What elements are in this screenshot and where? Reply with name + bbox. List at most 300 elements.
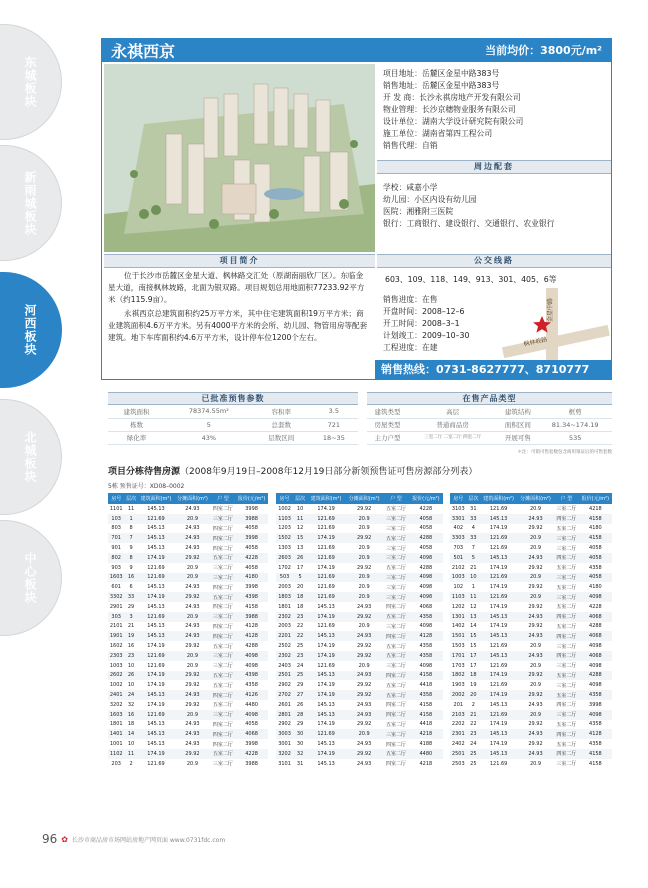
table-cell: 24.93: [356, 701, 372, 708]
table-cell: 2801: [276, 710, 293, 720]
table-cell: 2302: [276, 612, 293, 622]
table-row: [276, 602, 443, 612]
table-cell: 4098: [235, 651, 268, 661]
table-cell: 16: [124, 573, 137, 583]
table-cell: 145.13: [480, 612, 517, 622]
table-cell: 四室二厅: [211, 533, 235, 543]
table-cell: 24.93: [517, 553, 554, 563]
table-cell: 19: [470, 682, 477, 689]
table-cell: 2102: [451, 564, 465, 571]
table-cell: 145.13: [480, 651, 517, 661]
section-sidebar: [0, 0, 70, 888]
table-header-row: [276, 493, 443, 504]
table-cell: 1103: [276, 514, 293, 524]
table-cell: 803: [111, 525, 121, 532]
table-cell: 2302: [276, 651, 293, 661]
table-cell: 20.9: [345, 514, 383, 524]
table-cell: 4158: [245, 603, 258, 610]
table-cell: 17: [296, 564, 304, 571]
table-row: [276, 622, 443, 632]
table-cell: 174.19: [489, 564, 508, 571]
column-header: 层次: [124, 493, 137, 504]
table-cell: 四室二厅: [212, 584, 233, 591]
table-row: [450, 641, 612, 651]
table-cell: 24.93: [174, 690, 210, 700]
table-cell: 4098: [409, 573, 443, 583]
table-row: 绿化率 43% 层数区间 18~35: [108, 431, 358, 444]
table-cell: 32: [293, 749, 307, 759]
table-cell: 四室二厅: [385, 761, 406, 768]
table-cell: 三室二厅: [212, 761, 233, 768]
table-cell: 1003: [109, 662, 123, 669]
table-cell: 五室二厅: [383, 749, 409, 759]
table-row: [450, 592, 612, 602]
table-cell: 1003: [451, 574, 465, 581]
table-row: 建筑面积 78374.55m² 容积率 3.5: [108, 405, 358, 418]
table-cell: 15: [470, 643, 477, 650]
table-cell: 25: [467, 749, 481, 759]
table-row: [108, 612, 268, 622]
table-cell: 20.9: [174, 514, 210, 524]
table-cell: 4158: [579, 533, 612, 543]
table-cell: 174.19: [489, 584, 508, 591]
table-cell: 4098: [589, 643, 602, 650]
table-cell: 25: [296, 643, 304, 650]
table-cell: 303: [108, 612, 124, 622]
table-cell: 121.69: [317, 662, 335, 669]
completion-date: 计划竣工：2009–10–30: [383, 331, 470, 340]
table-cell: 2603: [276, 553, 293, 563]
table-cell: 145.13: [480, 514, 517, 524]
table-cell: 145.13: [480, 553, 517, 563]
table-cell: 14: [124, 729, 137, 739]
table-cell: 21: [127, 623, 135, 630]
table-row: [450, 720, 612, 730]
table-cell: 174.19: [317, 682, 335, 689]
table-row: [450, 749, 612, 759]
table-cell: 174.19: [317, 564, 335, 571]
presale-params: [108, 392, 358, 445]
table-cell: 1702: [278, 564, 291, 571]
table-cell: 4358: [589, 721, 602, 728]
table-row: [108, 641, 268, 651]
table-row: [276, 729, 443, 739]
table-cell: 20.9: [358, 623, 370, 630]
table-cell: 20.9: [358, 662, 370, 669]
table-cell: 20.9: [517, 533, 554, 543]
table-cell: 五室二厅: [385, 643, 406, 650]
table-cell: 4058: [589, 545, 602, 552]
table-cell: 102: [453, 584, 464, 591]
table-cell: 4158: [579, 514, 612, 524]
table-cell: 4: [471, 525, 475, 532]
table-row: [450, 671, 612, 681]
table-cell: 29: [296, 721, 304, 728]
table-row: [450, 543, 612, 553]
table-cell: 28: [293, 710, 307, 720]
table-cell: 8: [129, 525, 133, 532]
table-cell: 4288: [579, 671, 612, 681]
table-cell: 五室二厅: [554, 671, 579, 681]
column-header: 建筑面积(m²): [138, 493, 174, 504]
table-cell: 174.19: [147, 643, 165, 650]
table-cell: 4358: [579, 690, 612, 700]
table-row: 主力户型 三室二厅 二室二厅 四室二厅 开展可售 535: [367, 431, 612, 444]
table-cell: 4098: [419, 662, 433, 669]
table-cell: 26: [296, 701, 304, 708]
table-cell: 1801: [278, 603, 291, 610]
table-cell: 121.69: [138, 710, 174, 720]
table-cell: 20.9: [174, 710, 210, 720]
table-cell: 3303: [451, 535, 465, 542]
table-cell: 4158: [579, 749, 612, 759]
nearby-heading: 周边配套: [377, 160, 611, 174]
tab-zhongxin[interactable]: 中心板块: [0, 520, 62, 636]
table-cell: 3998: [235, 533, 268, 543]
table-cell: 24.93: [174, 729, 210, 739]
table-cell: 三室二厅: [556, 643, 577, 650]
table-cell: 7: [124, 533, 137, 543]
bus-heading: 公交线路: [377, 254, 611, 268]
listing-subtitle: （2008年9月19日–2008年12月19日部分新领预售证可售房源部分列表）: [180, 467, 478, 477]
table-cell: 三室二厅: [211, 573, 235, 583]
table-cell: 18: [296, 603, 304, 610]
table-cell: 20.9: [529, 662, 542, 669]
presale-heading: 已批准预售参数: [108, 392, 358, 405]
table-cell: 4058: [245, 525, 258, 532]
table-row: [276, 661, 443, 671]
table-row: [276, 641, 443, 651]
table-row: [108, 661, 268, 671]
table-cell: 四室二厅: [212, 623, 233, 630]
table-cell: 2403: [278, 662, 291, 669]
table-cell: 2202: [451, 721, 465, 728]
map-label-road1: 金星中路: [547, 297, 554, 323]
table-row: [276, 720, 443, 730]
table-cell: 17: [470, 662, 477, 669]
tab-dongcheng[interactable]: 东城板块: [0, 24, 62, 140]
table-cell: 9: [129, 545, 133, 552]
table-cell: 4228: [589, 603, 602, 610]
table-cell: 五室二厅: [212, 643, 233, 650]
table-cell: 2402: [451, 741, 465, 748]
table-cell: 五室二厅: [211, 671, 235, 681]
table-row: [108, 553, 268, 563]
table-cell: 三室二厅: [556, 663, 577, 670]
table-cell: 22: [470, 721, 477, 728]
table-cell: 1202: [451, 603, 465, 610]
column-header: 报价(元/m²): [579, 493, 612, 504]
table-cell: 23: [293, 612, 307, 622]
table-cell: 三室二厅: [383, 729, 409, 739]
table-cell: 3998: [245, 741, 258, 748]
table-cell: 24.93: [356, 760, 372, 767]
table-cell: 4058: [245, 545, 258, 552]
table-cell: 3103: [451, 505, 465, 512]
table-row: [276, 710, 443, 720]
table-cell: 24.93: [528, 701, 543, 708]
table-cell: 3301: [451, 515, 465, 522]
table-cell: 1002: [278, 505, 291, 512]
table-cell: 121.69: [480, 710, 517, 720]
table-cell: 29: [127, 603, 135, 610]
table-cell: 4158: [409, 710, 443, 720]
table-cell: 20.9: [345, 592, 383, 602]
table-cell: 五室二厅: [211, 592, 235, 602]
info-agent: 销售代理：自销: [383, 141, 438, 150]
column-header: 分摊面积(m²): [345, 493, 383, 504]
table-cell: 121.69: [307, 573, 345, 583]
nearby-bank: 银行：工商银行、建设银行、交通银行、农业银行: [383, 219, 555, 228]
table-cell: 五室二厅: [556, 721, 577, 728]
table-cell: 4068: [579, 612, 612, 622]
table-cell: 5: [467, 553, 481, 563]
table-cell: 五室二厅: [383, 690, 409, 700]
table-cell: 121.69: [489, 682, 508, 689]
table-cell: 903: [111, 564, 121, 571]
table-cell: 20.9: [517, 710, 554, 720]
table-cell: 121.69: [480, 573, 517, 583]
table-cell: 24.93: [174, 533, 210, 543]
table-cell: 121.69: [317, 525, 335, 532]
table-cell: 三室二厅: [385, 663, 406, 670]
table-cell: 103: [108, 514, 124, 524]
table-cell: 145.13: [489, 701, 508, 708]
table-cell: 29.92: [174, 671, 210, 681]
table-cell: 五室二厅: [385, 565, 406, 572]
table-cell: 1503: [451, 643, 465, 650]
table-cell: 12: [296, 525, 304, 532]
table-cell: 四室二厅: [554, 514, 579, 524]
tab-xinyucheng[interactable]: 新雨城板块: [0, 145, 62, 261]
table-cell: 15: [467, 631, 481, 641]
table-row: [276, 563, 443, 573]
table-cell: 2501: [451, 750, 465, 757]
table-cell: 三室二厅: [556, 761, 577, 768]
table-cell: 2303: [109, 652, 123, 659]
tab-beicheng[interactable]: 北城板块: [0, 399, 62, 515]
table-cell: 20.9: [358, 584, 370, 591]
table-row: [108, 504, 268, 514]
table-cell: 29.92: [528, 584, 543, 591]
table-cell: 26: [124, 671, 137, 681]
table-cell: 19: [124, 631, 137, 641]
table-cell: 4358: [589, 564, 602, 571]
table-cell: 201: [453, 701, 464, 708]
table-cell: 33: [467, 533, 481, 543]
table-row: [108, 739, 268, 749]
table-cell: 20.9: [529, 760, 542, 767]
table-cell: 四室二厅: [383, 631, 409, 641]
table-cell: 8: [124, 553, 137, 563]
table-cell: 121.69: [307, 592, 345, 602]
table-cell: 121.69: [147, 662, 165, 669]
table-cell: 20.9: [529, 682, 542, 689]
construction-progress: 工程进度：在建: [383, 343, 438, 352]
table-cell: 29.92: [356, 564, 372, 571]
table-row: [108, 700, 268, 710]
table-cell: 4228: [235, 553, 268, 563]
table-row: [108, 759, 268, 769]
logo-icon: ✿: [61, 834, 68, 844]
table-row: [276, 690, 443, 700]
table-cell: 三室二厅: [556, 506, 577, 513]
table-cell: 33: [124, 592, 137, 602]
table-cell: 2502: [278, 643, 291, 650]
table-cell: 4126: [235, 690, 268, 700]
table-cell: 174.19: [317, 643, 335, 650]
table-cell: 16: [127, 643, 135, 650]
table-row: [450, 612, 612, 622]
table-cell: 三室二厅: [211, 612, 235, 622]
table-cell: 174.19: [147, 682, 165, 689]
table-cell: 24.93: [345, 631, 383, 641]
table-cell: 21: [470, 564, 477, 571]
table-cell: 174.19: [489, 603, 508, 610]
table-cell: 4228: [235, 749, 268, 759]
table-cell: 121.69: [489, 643, 508, 650]
table-cell: 4358: [409, 612, 443, 622]
table-cell: 3998: [589, 701, 602, 708]
page-footer: [42, 832, 225, 846]
table-cell: 四室二厅: [554, 729, 579, 739]
table-row: [450, 729, 612, 739]
table-cell: 29.92: [356, 505, 372, 512]
tab-hexi[interactable]: 河西板块: [0, 272, 62, 388]
table-cell: 五室二厅: [385, 506, 406, 513]
table-cell: 1103: [451, 594, 465, 601]
table-row: [276, 671, 443, 681]
table-cell: 三室二厅: [385, 545, 406, 552]
table-cell: 802: [108, 553, 124, 563]
table-cell: 24.93: [517, 749, 554, 759]
table-cell: 4358: [245, 682, 258, 689]
table-cell: 1803: [276, 592, 293, 602]
table-cell: 29.92: [356, 682, 372, 689]
table-cell: 121.69: [138, 612, 174, 622]
table-cell: 2401: [109, 692, 123, 699]
table-cell: 4188: [419, 741, 433, 748]
table-cell: 三室二厅: [211, 514, 235, 524]
table-cell: 四室二厅: [211, 729, 235, 739]
table-cell: 24.93: [185, 525, 200, 532]
table-cell: 三室二厅: [383, 553, 409, 563]
listing-table-1: [108, 493, 268, 769]
table-cell: 121.69: [307, 514, 345, 524]
table-row: [276, 543, 443, 553]
table-cell: 4358: [409, 651, 443, 661]
table-cell: 10: [467, 573, 481, 583]
footer-text: 长沙市商品房市场网站房地产网页面 www.0731fdc.com: [71, 836, 226, 844]
table-cell: 29.92: [345, 612, 383, 622]
table-cell: 121.69: [317, 584, 335, 591]
table-cell: 174.19: [307, 533, 345, 543]
table-cell: 四室二厅: [385, 702, 406, 709]
nearby-school: 学校：咸嘉小学: [383, 183, 438, 192]
table-cell: 四室二厅: [211, 690, 235, 700]
table-cell: 3001: [278, 741, 291, 748]
table-cell: 2702: [276, 690, 293, 700]
table-row: [276, 524, 443, 534]
table-cell: 22: [296, 623, 304, 630]
table-cell: 4098: [235, 710, 268, 720]
table-cell: 9: [129, 564, 133, 571]
table-cell: 1002: [109, 682, 123, 689]
table-row: [108, 710, 268, 720]
table-cell: 145.13: [147, 505, 165, 512]
table-cell: 3101: [278, 760, 291, 767]
table-cell: 11: [124, 749, 137, 759]
table-cell: 1102: [109, 750, 123, 757]
table-cell: 1301: [451, 613, 465, 620]
table-row: [276, 680, 443, 690]
table-cell: 三室二厅: [556, 545, 577, 552]
table-row: 建筑类型 高层 建筑结构 框剪: [367, 405, 612, 418]
table-cell: 29.92: [356, 721, 372, 728]
table-cell: 24.93: [185, 603, 200, 610]
table-cell: 174.19: [138, 553, 174, 563]
table-cell: 21: [467, 710, 481, 720]
table-cell: 20.9: [186, 760, 199, 767]
table-cell: 174.19: [147, 701, 165, 708]
table-cell: 121.69: [147, 564, 165, 571]
product-types: [367, 392, 612, 455]
listing-table-2: [276, 493, 443, 769]
table-cell: 24.93: [185, 721, 200, 728]
column-header: 报价(元/m²): [409, 493, 443, 504]
table-cell: 29.92: [174, 592, 210, 602]
table-cell: 15: [293, 533, 307, 543]
table-cell: 1603: [109, 574, 123, 581]
table-cell: 27: [293, 690, 307, 700]
table-cell: 26: [293, 553, 307, 563]
column-header: 房号: [108, 493, 124, 504]
sales-hotline: 销售热线：0731-8627777、8710777: [375, 360, 612, 379]
table-cell: 11: [127, 505, 135, 512]
table-cell: 20.9: [186, 564, 199, 571]
table-cell: 501: [450, 553, 467, 563]
table-cell: 29.92: [517, 671, 554, 681]
table-cell: 29.92: [345, 651, 383, 661]
table-cell: 4098: [409, 592, 443, 602]
info-property-mgmt: 物业管理：长沙京穗物业服务有限公司: [383, 105, 516, 114]
table-cell: 三室二厅: [385, 525, 406, 532]
sales-progress: 销售进度：在售: [383, 295, 438, 304]
table-row: [108, 631, 268, 641]
table-cell: 24.93: [185, 584, 200, 591]
project-title: 永祺西京: [111, 41, 176, 61]
page-number: 96: [42, 832, 58, 846]
table-cell: 29.92: [185, 643, 200, 650]
nearby-list: [383, 182, 609, 230]
table-cell: 20.9: [517, 592, 554, 602]
table-cell: 五室二厅: [556, 584, 577, 591]
table-cell: 10: [127, 741, 135, 748]
table-cell: 22: [293, 631, 307, 641]
info-developer: 开 发 商：长沙永祺房地产开发有限公司: [383, 93, 521, 102]
table-cell: 4058: [579, 553, 612, 563]
table-cell: 24.93: [345, 671, 383, 681]
table-cell: 203: [111, 760, 121, 767]
table-row: [450, 651, 612, 661]
table-cell: 701: [108, 533, 124, 543]
presale-license: 5栋 预售证号：XD08–0002: [108, 483, 185, 490]
table-cell: 4480: [245, 701, 258, 708]
table-cell: 三室二厅: [211, 710, 235, 720]
table-cell: 121.69: [138, 651, 174, 661]
table-cell: 1001: [109, 741, 123, 748]
table-row: [108, 533, 268, 543]
